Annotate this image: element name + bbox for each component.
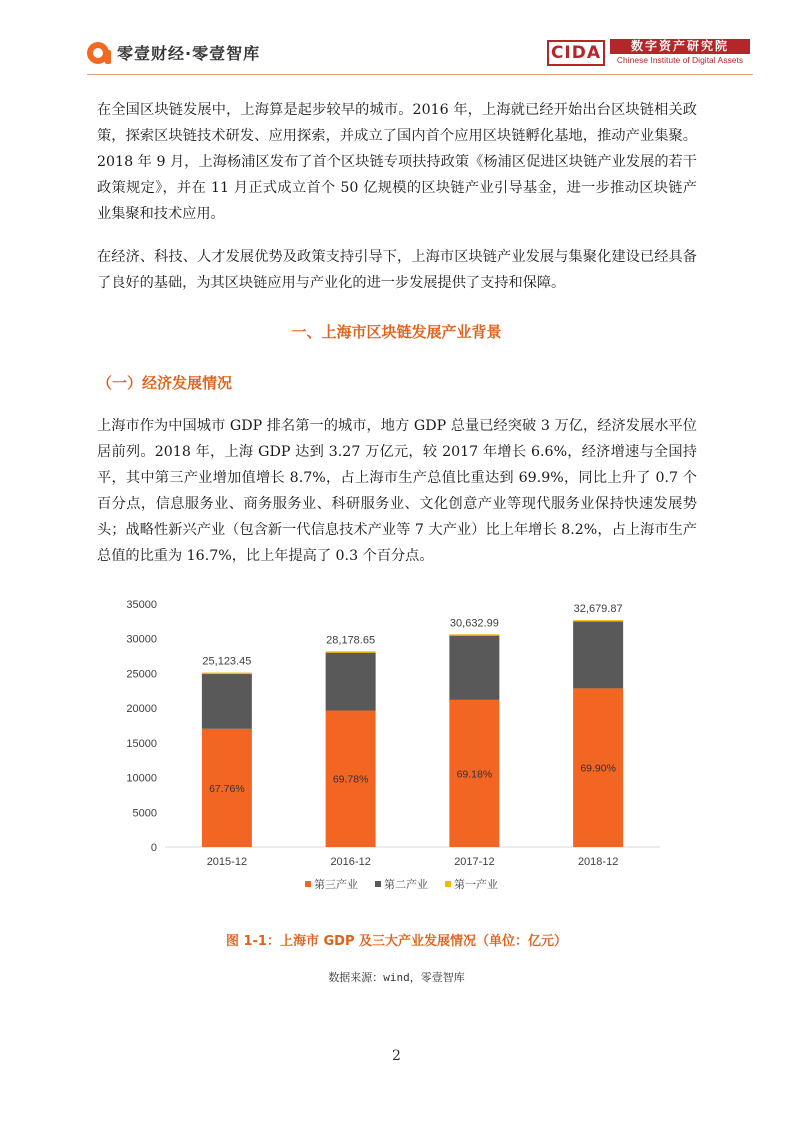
tertiary-share-label: 69.18% [456, 768, 493, 781]
y-tick-label: 25000 [126, 668, 157, 681]
tertiary-share-label: 69.78% [332, 773, 369, 786]
paragraph-foundation: 在经济、科技、人才发展优势及政策支持引导下，上海市区块链产业发展与集聚化建设已经具备了良好的基础，为其区块链应用与产业化的进一步发展提供了支持和保障。 [97, 249, 697, 291]
cida-logo: CIDA [547, 40, 605, 66]
paragraph-economy: 上海市作为中国城市 GDP 排名第一的城市，地方 GDP 总量已经突破 3 万亿，经济发展水平位居前列。2018 年，上海 GDP 达到 3.27 万亿元，较 2017 年增长 6.6%，经济增速与全国持平，其中第三产业增加值增长 8.7%，占上海市生产总值比重达到 69.9%，同比上升了 0.7 个百分点，信息服务业、商务服务业、科研服务业、文化创意产业等现代服务业保持快速发展势头；战略性新兴产业（包含新一代信息技术产业等 7 大产业）比上年增长 8.2%，占上海市生产总值的比重为 16.7%，比上年提高了 0.3 个百分点。 [97, 418, 697, 564]
legend-label: 第二产业 [384, 879, 428, 891]
bar-segment-primary [202, 673, 252, 675]
y-tick-label: 35000 [126, 599, 157, 611]
tertiary-share-label: 69.90% [580, 762, 616, 775]
total-value-label: 30,632.99 [449, 617, 499, 630]
section-title: 一、上海市区块链发展产业背景 [291, 323, 502, 341]
y-tick-label: 10000 [126, 772, 157, 785]
total-value-label: 32,679.87 [573, 603, 623, 616]
x-tick-label: 2018-12 [577, 856, 619, 868]
x-tick-label: 2016-12 [330, 856, 371, 868]
gdp-stacked-bar-chart [100, 590, 680, 900]
total-value-label: 25,123.45 [202, 655, 252, 668]
bar-segment-secondary [573, 621, 623, 689]
page-number: 2 [392, 1048, 401, 1064]
bar-segment-primary [573, 620, 623, 622]
legend-label: 第三产业 [314, 879, 358, 891]
data-source: 数据来源：wind，零壹智库 [328, 971, 465, 984]
y-tick-label: 20000 [126, 703, 157, 716]
x-tick-label: 2017-12 [454, 856, 495, 868]
bar-segment-primary [449, 634, 499, 636]
legend-swatch [305, 881, 311, 887]
figure-caption: 图 1-1：上海市 GDP 及三大产业发展情况（单位：亿元） [225, 934, 568, 949]
y-tick-label: 30000 [126, 633, 157, 646]
brand-name: 零壹财经·零壹智库 [117, 44, 261, 63]
bar-segment-secondary [202, 673, 252, 728]
bar-segment-primary [326, 651, 376, 653]
total-value-label: 28,178.65 [326, 634, 376, 647]
y-tick-label: 15000 [126, 737, 157, 750]
legend-swatch [445, 881, 451, 887]
y-tick-label: 5000 [132, 807, 157, 820]
lingyi-logo-icon [87, 42, 109, 64]
x-tick-label: 2015-12 [206, 856, 248, 868]
bar-segment-secondary [449, 635, 499, 700]
page-header [0, 0, 793, 80]
bar-segment-secondary [326, 652, 376, 710]
cida-chinese-name: 数字资产研究院 [610, 39, 750, 54]
legend-label: 第一产业 [454, 879, 498, 891]
cida-english-name: Chinese Institute of Digital Assets [616, 55, 744, 65]
header-divider [87, 74, 753, 75]
y-tick-label: 0 [150, 842, 157, 854]
tertiary-share-label: 67.76% [209, 782, 245, 795]
legend-swatch [375, 881, 381, 887]
subsection-title: （一）经济发展情况 [97, 374, 233, 392]
paragraph-intro: 在全国区块链发展中，上海算是起步较早的城市。2016 年，上海就已经开始出台区块链相关政策，探索区块链技术研发、应用探索，并成立了国内首个应用区块链孵化基地，推动产业集聚。2018 年 9 月，上海杨浦区发布了首个区块链专项扶持政策《杨浦区促进区块链产业发展的若干政策规定》，并在 11 月正式成立首个 50 亿规模的区块链产业引导基金，进一步推动区块链产业集聚和技术应用。 [97, 102, 697, 222]
